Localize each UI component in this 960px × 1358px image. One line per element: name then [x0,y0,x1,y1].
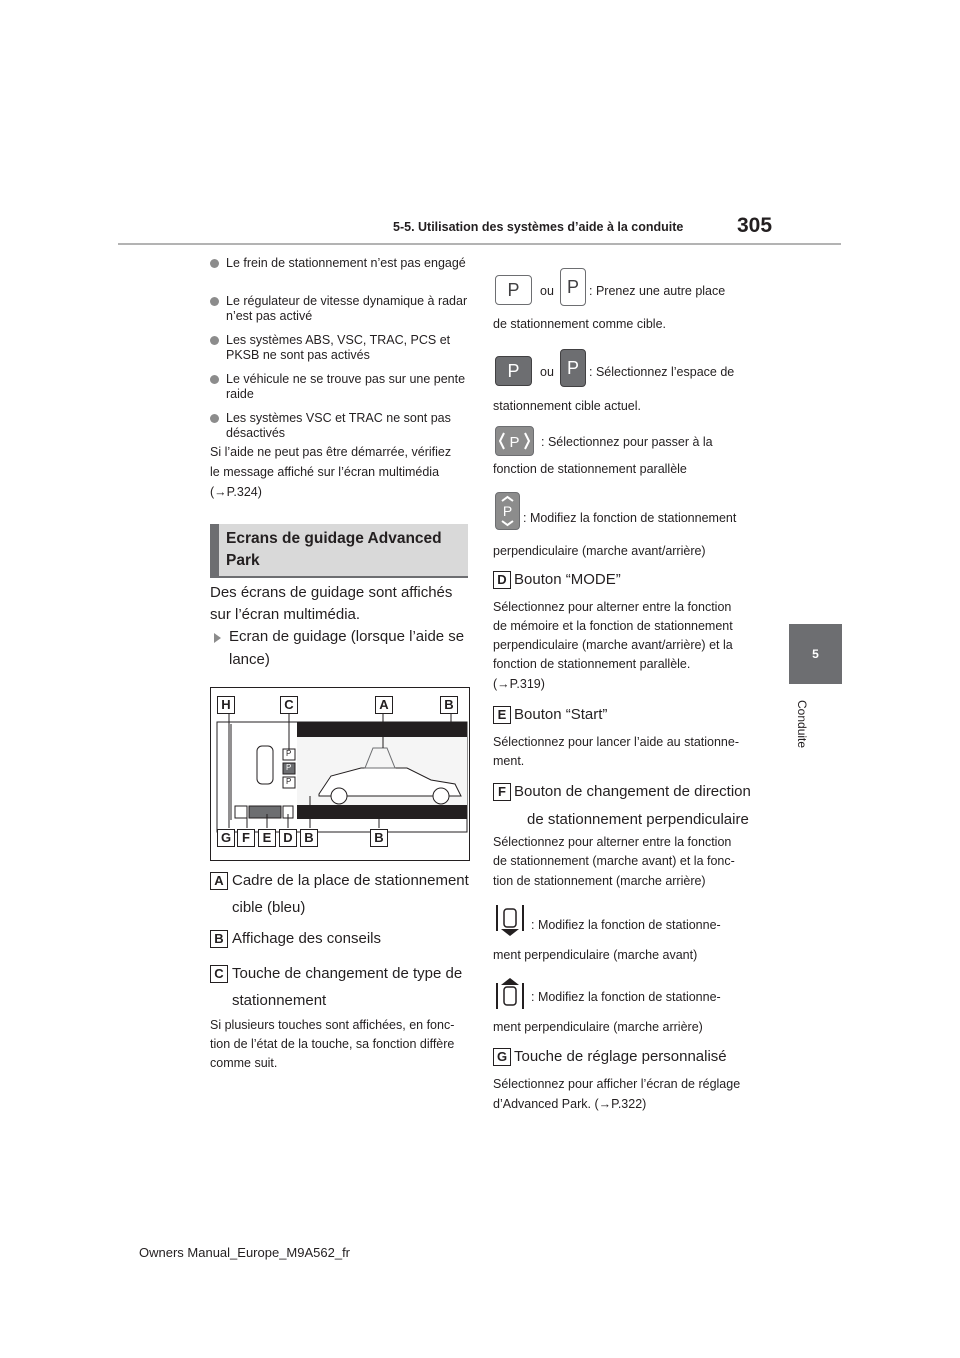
item-d-reference: (→P.319) [493,677,545,691]
row4-text: : Modifiez la fonction de stationnement [523,511,737,525]
manual-id: Owners Manual_Europe_M9A562_fr [139,1245,351,1260]
car-wheel [331,788,347,804]
icon-arrow [501,929,519,936]
item-e-description: Sélectionnez pour lancer l’aide au stationne- [493,735,739,749]
callout-b: B [370,829,388,847]
label-f: F [493,783,511,801]
advice-bar-top [297,722,467,737]
item-d-text: Bouton “MODE” [514,571,621,588]
callout-d: D [279,829,297,847]
label-e: E [493,706,511,724]
item-f-description: tion de stationnement (marche arrière) [493,874,706,888]
note-text: le message affiché sur l’écran multimédia [210,465,440,479]
p-button-unselected-tall-icon: P [560,268,586,306]
chapter-number: 5 [812,647,819,661]
row6-text: ment perpendiculaire (marche arrière) [493,1020,703,1034]
p-button-unselected-icon: P [495,275,532,305]
item-c-description: Si plusieurs touches sont affichées, en fonc- [210,1018,455,1032]
row5-text: ment perpendiculaire (marche avant) [493,948,698,962]
p-button-selected-tall-icon: P [560,349,586,387]
item-e-text: Bouton “Start” [514,706,608,723]
callout-h: H [217,696,235,714]
chapter-label: Conduite [795,700,809,749]
parallel-parking-icon [495,426,534,456]
callout-f: F [237,829,255,847]
car-wheel [433,788,449,804]
parallel-parking-icon-drawing [496,427,533,455]
item-d-description: de mémoire et la fonction de stationnement [493,619,733,633]
row4-text: perpendiculaire (marche avant/arrière) [493,544,706,558]
label-g: G [493,1048,511,1066]
row3-text: : Sélectionnez pour passer à la [541,435,713,449]
start-button[interactable] [249,806,281,818]
parking-type-button-label: P [286,763,292,772]
callout-g: G [217,829,235,847]
item-d-description: Sélectionnez pour alterner entre la fonction [493,600,732,614]
row6-text: : Modifiez la fonction de stationne- [531,990,721,1004]
section-title: 5-5. Utilisation des systèmes d’aide à la conduite [393,220,684,234]
perpendicular-parking-icon [495,492,520,530]
item-a-text: Cadre de la place de stationnement [232,872,469,889]
ou-text: ou [540,284,554,298]
parking-type-button-label: P [286,777,292,786]
item-f-text: de stationnement perpendiculaire [527,811,749,828]
triangle-bullet-icon [214,633,221,643]
bullet-item: Les systèmes ABS, VSC, TRAC, PCS et PKSB ne sont pas activés [210,333,486,363]
parallel-parking-letter: P [509,434,520,451]
ou-text: ou [540,365,554,379]
item-c-description: comme suit. [210,1056,278,1070]
label-a: A [210,872,228,890]
perpendicular-parking-icon-drawing [496,493,519,529]
note-text: Si l’aide ne peut pas être démarrée, vérifiez [210,445,452,459]
item-g-text: Touche de réglage personnalisé [514,1048,727,1065]
row2-text: : Sélectionnez l’espace de [589,365,735,379]
heading-accent-bar [210,524,219,576]
label-c: C [210,965,228,983]
row2-text: stationnement cible actuel. [493,399,642,413]
item-a-text: cible (bleu) [232,899,306,916]
reverse-perpendicular-icon [495,977,525,1009]
callout-b: B [440,696,458,714]
p-button-selected-icon: P [495,356,532,386]
bullet-item: Les systèmes VSC et TRAC ne sont pas désactivés [210,411,486,441]
item-d-description: fonction de stationnement parallèle. [493,657,691,671]
icon-car [504,987,516,1005]
vehicle-top-view-icon [257,746,273,784]
heading-underline [210,576,468,578]
chapter-tab [789,624,842,684]
item-c-text: Touche de changement de type de [232,965,463,982]
item-c-description: tion de l’état de la touche, sa fonction diffère [210,1037,455,1051]
guidance-screen-illustration [210,687,470,861]
forward-perpendicular-icon [495,905,525,937]
reverse-perpendicular-icon-drawing [495,977,525,1009]
item-f-text: Bouton de changement de direction [514,783,751,800]
note-reference: (→P.324) [210,485,262,499]
callout-b: B [300,829,318,847]
item-d-description: perpendiculaire (marche avant/arrière) et la [493,638,733,652]
advice-bar-bottom [297,805,467,819]
item-g-description: d’Advanced Park. (→P.322) [493,1097,647,1111]
sub-item-text: lance) [229,651,270,668]
item-f-description: de stationnement (marche avant) et la fonc- [493,854,735,868]
intro-text: Des écrans de guidage sont affichés [210,584,453,601]
row1-text: : Prenez une autre place [589,284,726,298]
icon-arrow [501,978,519,985]
custom-setting-button[interactable] [235,806,247,818]
heading-text: Ecrans de guidage Advanced Park [226,530,442,569]
sub-item-text: Ecran de guidage (lorsque l’aide se [229,628,465,645]
row1-text: de stationnement comme cible. [493,317,667,331]
callout-a: A [375,696,393,714]
label-b: B [210,930,228,948]
page-number: 305 [737,214,773,237]
callout-e: E [258,829,276,847]
item-g-description: Sélectionnez pour afficher l’écran de réglage [493,1077,741,1091]
row3-text: fonction de stationnement parallèle [493,462,687,476]
item-c-text: stationnement [232,992,327,1009]
icon-car [504,909,516,927]
item-b-text: Affichage des conseils [232,930,381,947]
label-d: D [493,571,511,589]
row5-text: : Modifiez la fonction de stationne- [531,918,721,932]
bullet-item: Le frein de stationnement n’est pas engagé [210,256,486,271]
header-divider [118,243,841,245]
item-f-description: Sélectionnez pour alterner entre la fonction [493,835,732,849]
item-e-description: ment. [493,754,525,768]
intro-text: sur l’écran multimédia. [210,606,361,623]
bullet-item: Le régulateur de vitesse dynamique à radar n’est pas activé [210,294,486,324]
perpendicular-parking-letter: P [502,503,513,519]
section-heading [210,524,468,576]
callout-c: C [280,696,298,714]
forward-perpendicular-icon-drawing [495,905,525,937]
parking-type-button-label: P [286,749,292,758]
bullet-item: Le véhicule ne se trouve pas sur une pente raide [210,372,486,402]
